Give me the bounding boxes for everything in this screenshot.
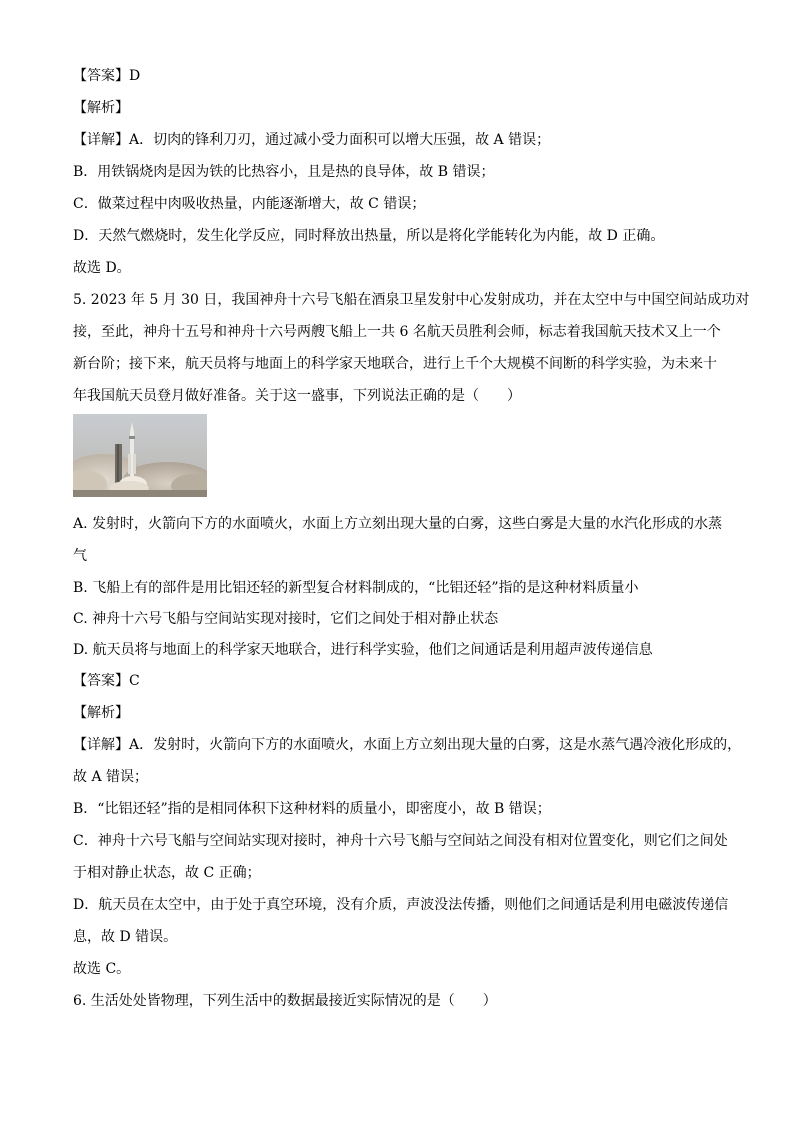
q4-detail-line: D．天然气燃烧时，发生化学反应，同时释放出热量，所以是将化学能转化为内能，故 D 正确。 <box>73 228 665 244</box>
rocket-launch-illustration <box>73 414 207 497</box>
q5-stem-line: 5. 2023 年 5 月 30 日，我国神舟十六号飞船在酒泉卫星发射中心发射成功，并在太空中与中国空间站成功对 <box>73 292 750 308</box>
q5-conclusion: 故选 C。 <box>73 961 131 977</box>
q4-detail-line: B．用铁锅烧肉是因为铁的比热容小，且是热的良导体，故 B 错误； <box>73 164 495 180</box>
rocket-launch-photo <box>73 414 207 497</box>
q4-answer: 【答案】D <box>73 68 141 84</box>
q5-stem-line: 年我国航天员登月做好准备。关于这一盛事，下列说法正确的是（ ） <box>73 388 521 404</box>
q5-analysis-heading: 【解析】 <box>73 705 129 721</box>
q5-option-d: D. 航天员将与地面上的科学家天地联合，进行科学实验，他们之间通话是利用超声波传递信息 <box>73 642 653 658</box>
q4-detail-line: C．做菜过程中肉吸收热量，内能逐渐增大，故 C 错误； <box>73 196 426 212</box>
q4-conclusion: 故选 D。 <box>73 260 131 276</box>
q5-detail-line: 故 A 错误； <box>73 769 149 785</box>
q5-detail-line: D．航天员在太空中，由于处于真空环境，没有介质，声波没法传播，则他们之间通话是利用电磁波传递信 <box>73 897 729 913</box>
q5-option-b: B. 飞船上有的部件是用比铝还轻的新型复合材料制成的，“比铝还轻”指的是这种材料质量小 <box>73 580 639 596</box>
q5-option-a-continued: 气 <box>73 548 87 564</box>
q5-detail-line: C．神舟十六号飞船与空间站实现对接时，神舟十六号飞船与空间站之间没有相对位置变化，则它们之间处 <box>73 833 728 849</box>
q5-option-c: C. 神舟十六号飞船与空间站实现对接时，它们之间处于相对静止状态 <box>73 611 499 627</box>
q5-option-a: A. 发射时，火箭向下方的水面喷火，水面上方立刻出现大量的白雾，这些白雾是大量的水汽化形成的水蒸 <box>73 516 723 532</box>
q5-detail-line: 于相对静止状态，故 C 正确； <box>73 865 261 881</box>
q5-detail-line: B．“比铝还轻”指的是相同体积下这种材料的质量小，即密度小，故 B 错误； <box>73 801 551 817</box>
q5-detail-line: 【详解】A．发射时，火箭向下方的水面喷火，水面上方立刻出现大量的白雾，这是水蒸气遇冷液化形成的， <box>73 737 742 753</box>
q6-stem: 6. 生活处处皆物理，下列生活中的数据最接近实际情况的是（ ） <box>73 993 497 1009</box>
q5-stem-line: 接，至此，神舟十五号和神舟十六号两艘飞船上一共 6 名航天员胜利会师，标志着我国航天技术又上一个 <box>73 324 721 340</box>
q5-answer: 【答案】C <box>73 673 140 689</box>
q4-analysis-heading: 【解析】 <box>73 100 129 116</box>
q5-stem-line: 新台阶；接下来，航天员将与地面上的科学家天地联合，进行上千个大规模不间断的科学实验，为未来十 <box>73 356 717 372</box>
q5-detail-line: 息，故 D 错误。 <box>73 929 178 945</box>
q4-detail-line: 【详解】A．切肉的锋利刀刃，通过减小受力面积可以增大压强，故 A 错误； <box>73 132 551 148</box>
